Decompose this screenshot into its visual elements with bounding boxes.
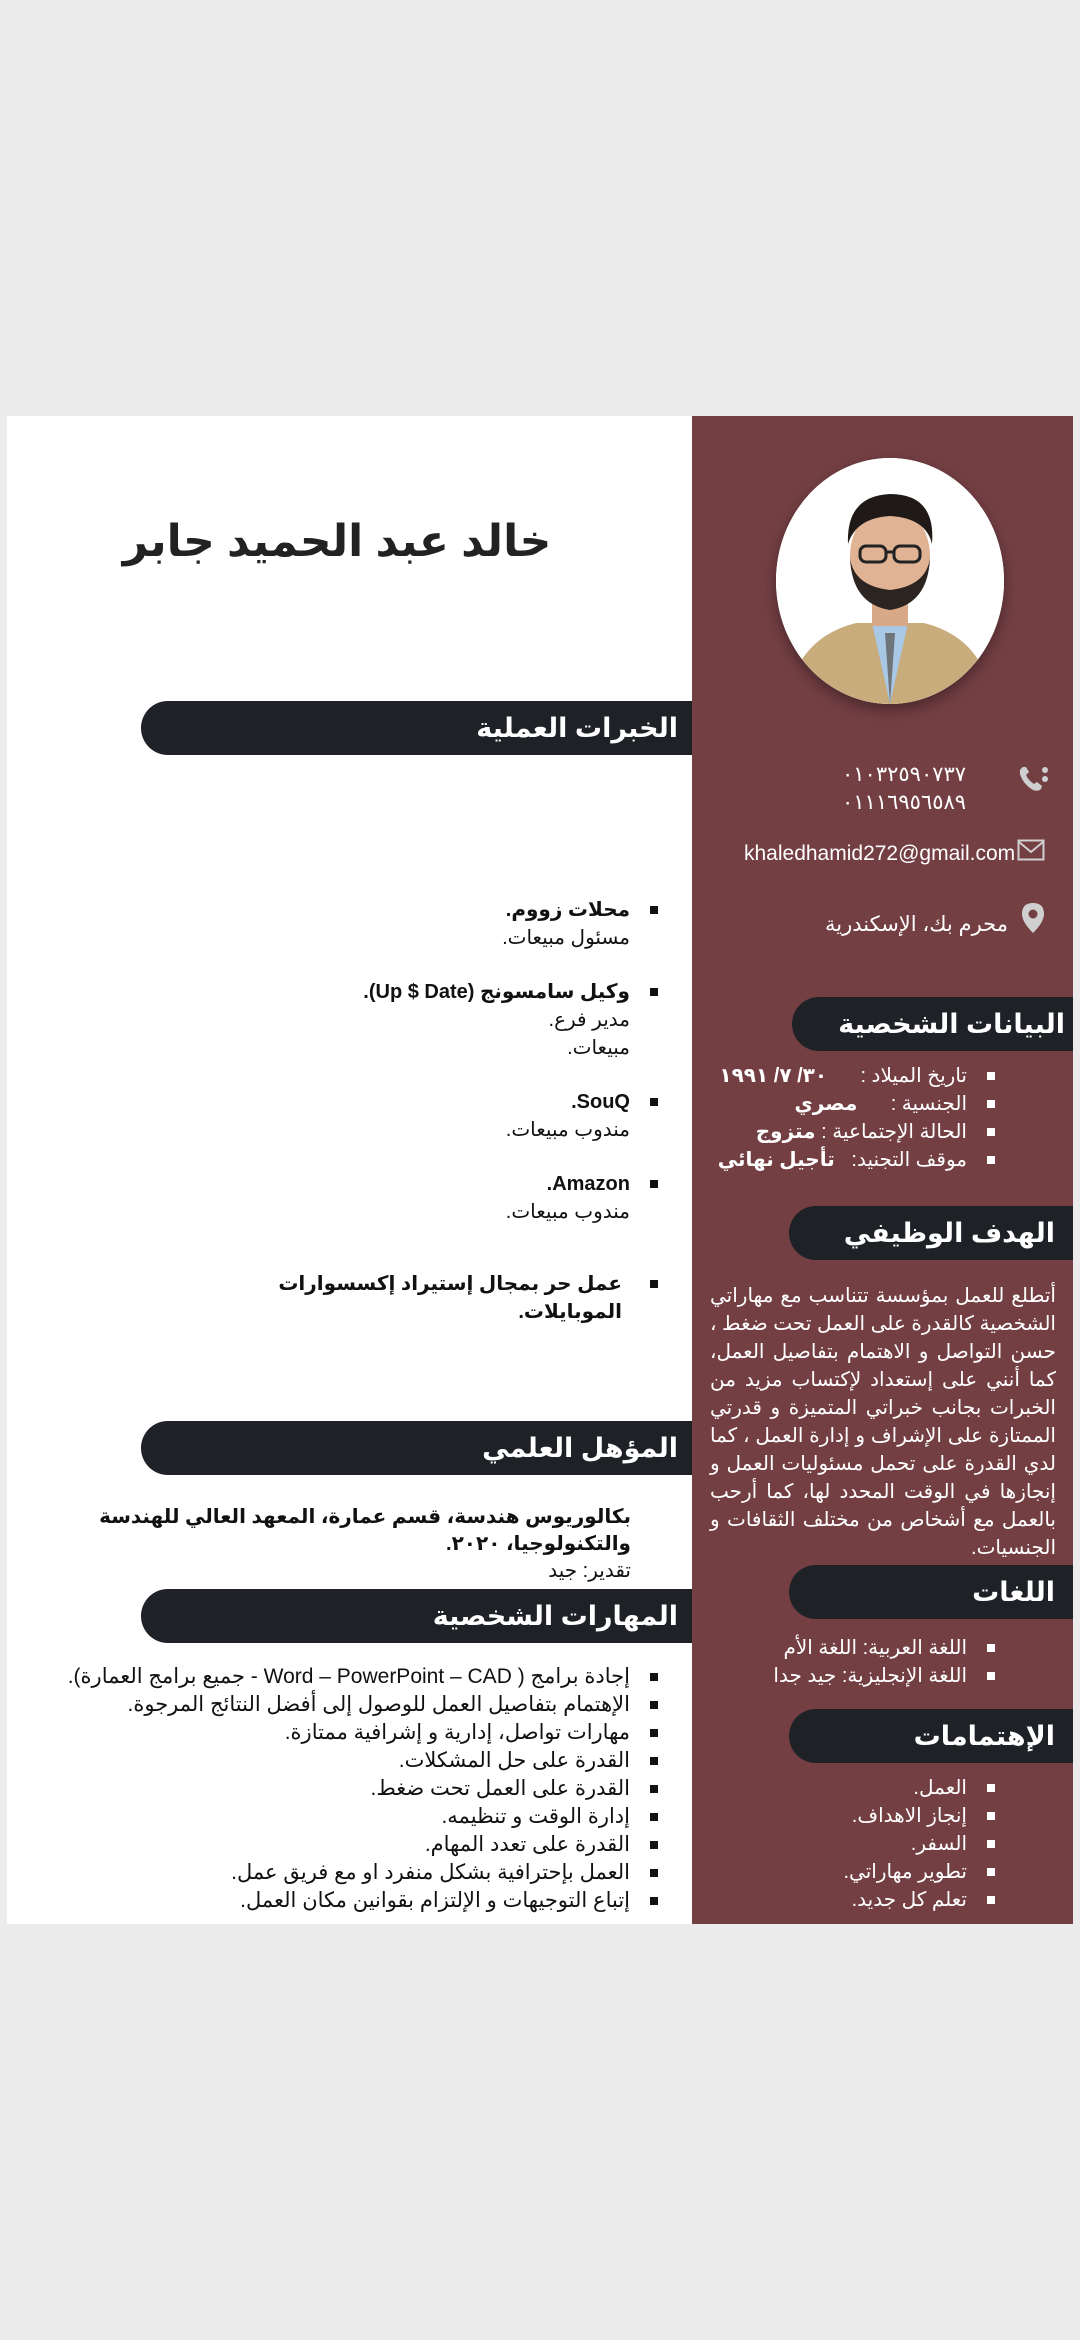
list-item: مهارات تواصل، إدارية و إشرافية ممتازة. (0, 1719, 664, 1747)
envelope-icon (1017, 839, 1045, 866)
list-item: تاريخ الميلاد : ٣٠/ ٧/ ١٩٩١ (701, 1062, 1001, 1090)
experience-list (184, 896, 664, 1326)
personal-data-list (701, 1062, 1001, 1174)
list-item: القدرة على تعدد المهام. (0, 1831, 664, 1859)
cv-page (7, 416, 1073, 1924)
phone-number-1[interactable]: ٠١٠٣٢٥٩٠٧٣٧ (842, 763, 967, 786)
languages-heading: اللغات (789, 1565, 1073, 1619)
list-item: العمل. (701, 1774, 1001, 1802)
sidebar (692, 416, 1073, 1924)
list-item: العمل بإحترافية بشكل منفرد او مع فريق عمل. (0, 1859, 664, 1887)
list-item: إدارة الوقت و تنظيمه. (0, 1803, 664, 1831)
phone-numbers (842, 761, 1008, 817)
list-item: الجنسية : مصري (701, 1090, 1001, 1118)
grade: تقدير: جيد (548, 1560, 631, 1582)
job-title: SouQ. (571, 1091, 630, 1113)
objective-heading: الهدف الوظيفي (789, 1206, 1073, 1260)
list-item: موقف التجنيد: تأجيل نهائي (701, 1146, 1001, 1174)
list-item: السفر. (701, 1830, 1001, 1858)
list-item: اللغة العربية: اللغة الأم (701, 1634, 1001, 1662)
job-title: محلات زووم. (505, 899, 630, 921)
personal-data-heading: البيانات الشخصية (792, 997, 1073, 1051)
list-item: إجادة برامج ( Word – PowerPoint – CAD - جميع برامج العمارة). (0, 1663, 664, 1691)
person-portrait-icon (776, 458, 1004, 704)
full-name: خالد عبد الحميد جابر (122, 517, 552, 566)
job-title: عمل حر بمجال إستيراد إكسسوارات الموبايلات. (278, 1273, 622, 1323)
email-address[interactable]: khaledhamid272@gmail.com (744, 842, 1016, 865)
address: محرم بك، الإسكندرية (825, 913, 1008, 936)
experience-heading: الخبرات العملية (141, 701, 692, 755)
phone-icon (1017, 764, 1051, 799)
objective-text: أتطلع للعمل بمؤسسة تتناسب مع مهاراتي الشخصية كالقدرة على العمل تحت ضغط ، حسن التواصل و الاهتمام بتفاصيل العمل، كما أنني على إستعداد لإكتساب مزيد من الخبرات بجانب خبراتي المتميزة و قدرتي الممتازة على الإشراف و إدارة العمل ، كما لدي القدرة على تحمل مسئوليات العمل و إنجازها في الوقت المحدد لها، كما أرحب بالعمل مع أشخاص من مختلف الثقافات و الجنسيات. (710, 1285, 1056, 1559)
list-item: القدرة على حل المشكلات. (0, 1747, 664, 1775)
interests-list (701, 1774, 1001, 1914)
list-item: تطوير مهاراتي. (701, 1858, 1001, 1886)
job-role: مسئول مبيعات. (502, 927, 630, 949)
list-item (184, 1170, 664, 1226)
degree: بكالوريوس هندسة، قسم عمارة، المعهد العالي للهندسة والتكنولوجيا، ٢٠٢٠. (99, 1506, 631, 1555)
education-block (0, 1504, 664, 1585)
job-role: مدير فرع. (548, 1009, 630, 1031)
list-item (184, 978, 664, 1062)
job-role: مبيعات. (567, 1037, 630, 1059)
list-item: إنجاز الاهداف. (701, 1802, 1001, 1830)
job-title: Amazon. (546, 1173, 630, 1195)
skills-heading: المهارات الشخصية (141, 1589, 692, 1643)
list-item: اللغة الإنجليزية: جيد جدا (701, 1662, 1001, 1690)
list-item: تعلم كل جديد. (701, 1886, 1001, 1914)
list-item: إتباع التوجيهات و الإلتزام بقوانين مكان العمل. (0, 1887, 664, 1915)
list-item: الإهتمام بتفاصيل العمل للوصول إلى أفضل النتائج المرجوة. (0, 1691, 664, 1719)
languages-list (701, 1634, 1001, 1690)
profile-photo (776, 458, 1004, 704)
interests-heading: الإهتمامات (789, 1709, 1073, 1763)
list-item (184, 896, 664, 952)
list-item (184, 1088, 664, 1144)
skills-list (0, 1663, 664, 1915)
list-item: القدرة على العمل تحت ضغط. (0, 1775, 664, 1803)
map-pin-icon (1021, 902, 1045, 939)
job-title: وكيل سامسونج (Up $ Date). (363, 981, 630, 1003)
phone-number-2[interactable]: ٠١١١٦٩٥٦٥٨٩ (842, 791, 967, 814)
education-heading: المؤهل العلمي (141, 1421, 692, 1475)
job-role: مندوب مبيعات. (505, 1201, 630, 1223)
list-item (184, 1270, 664, 1326)
list-item: الحالة الإجتماعية : متزوج (701, 1118, 1001, 1146)
job-role: مندوب مبيعات. (505, 1119, 630, 1141)
